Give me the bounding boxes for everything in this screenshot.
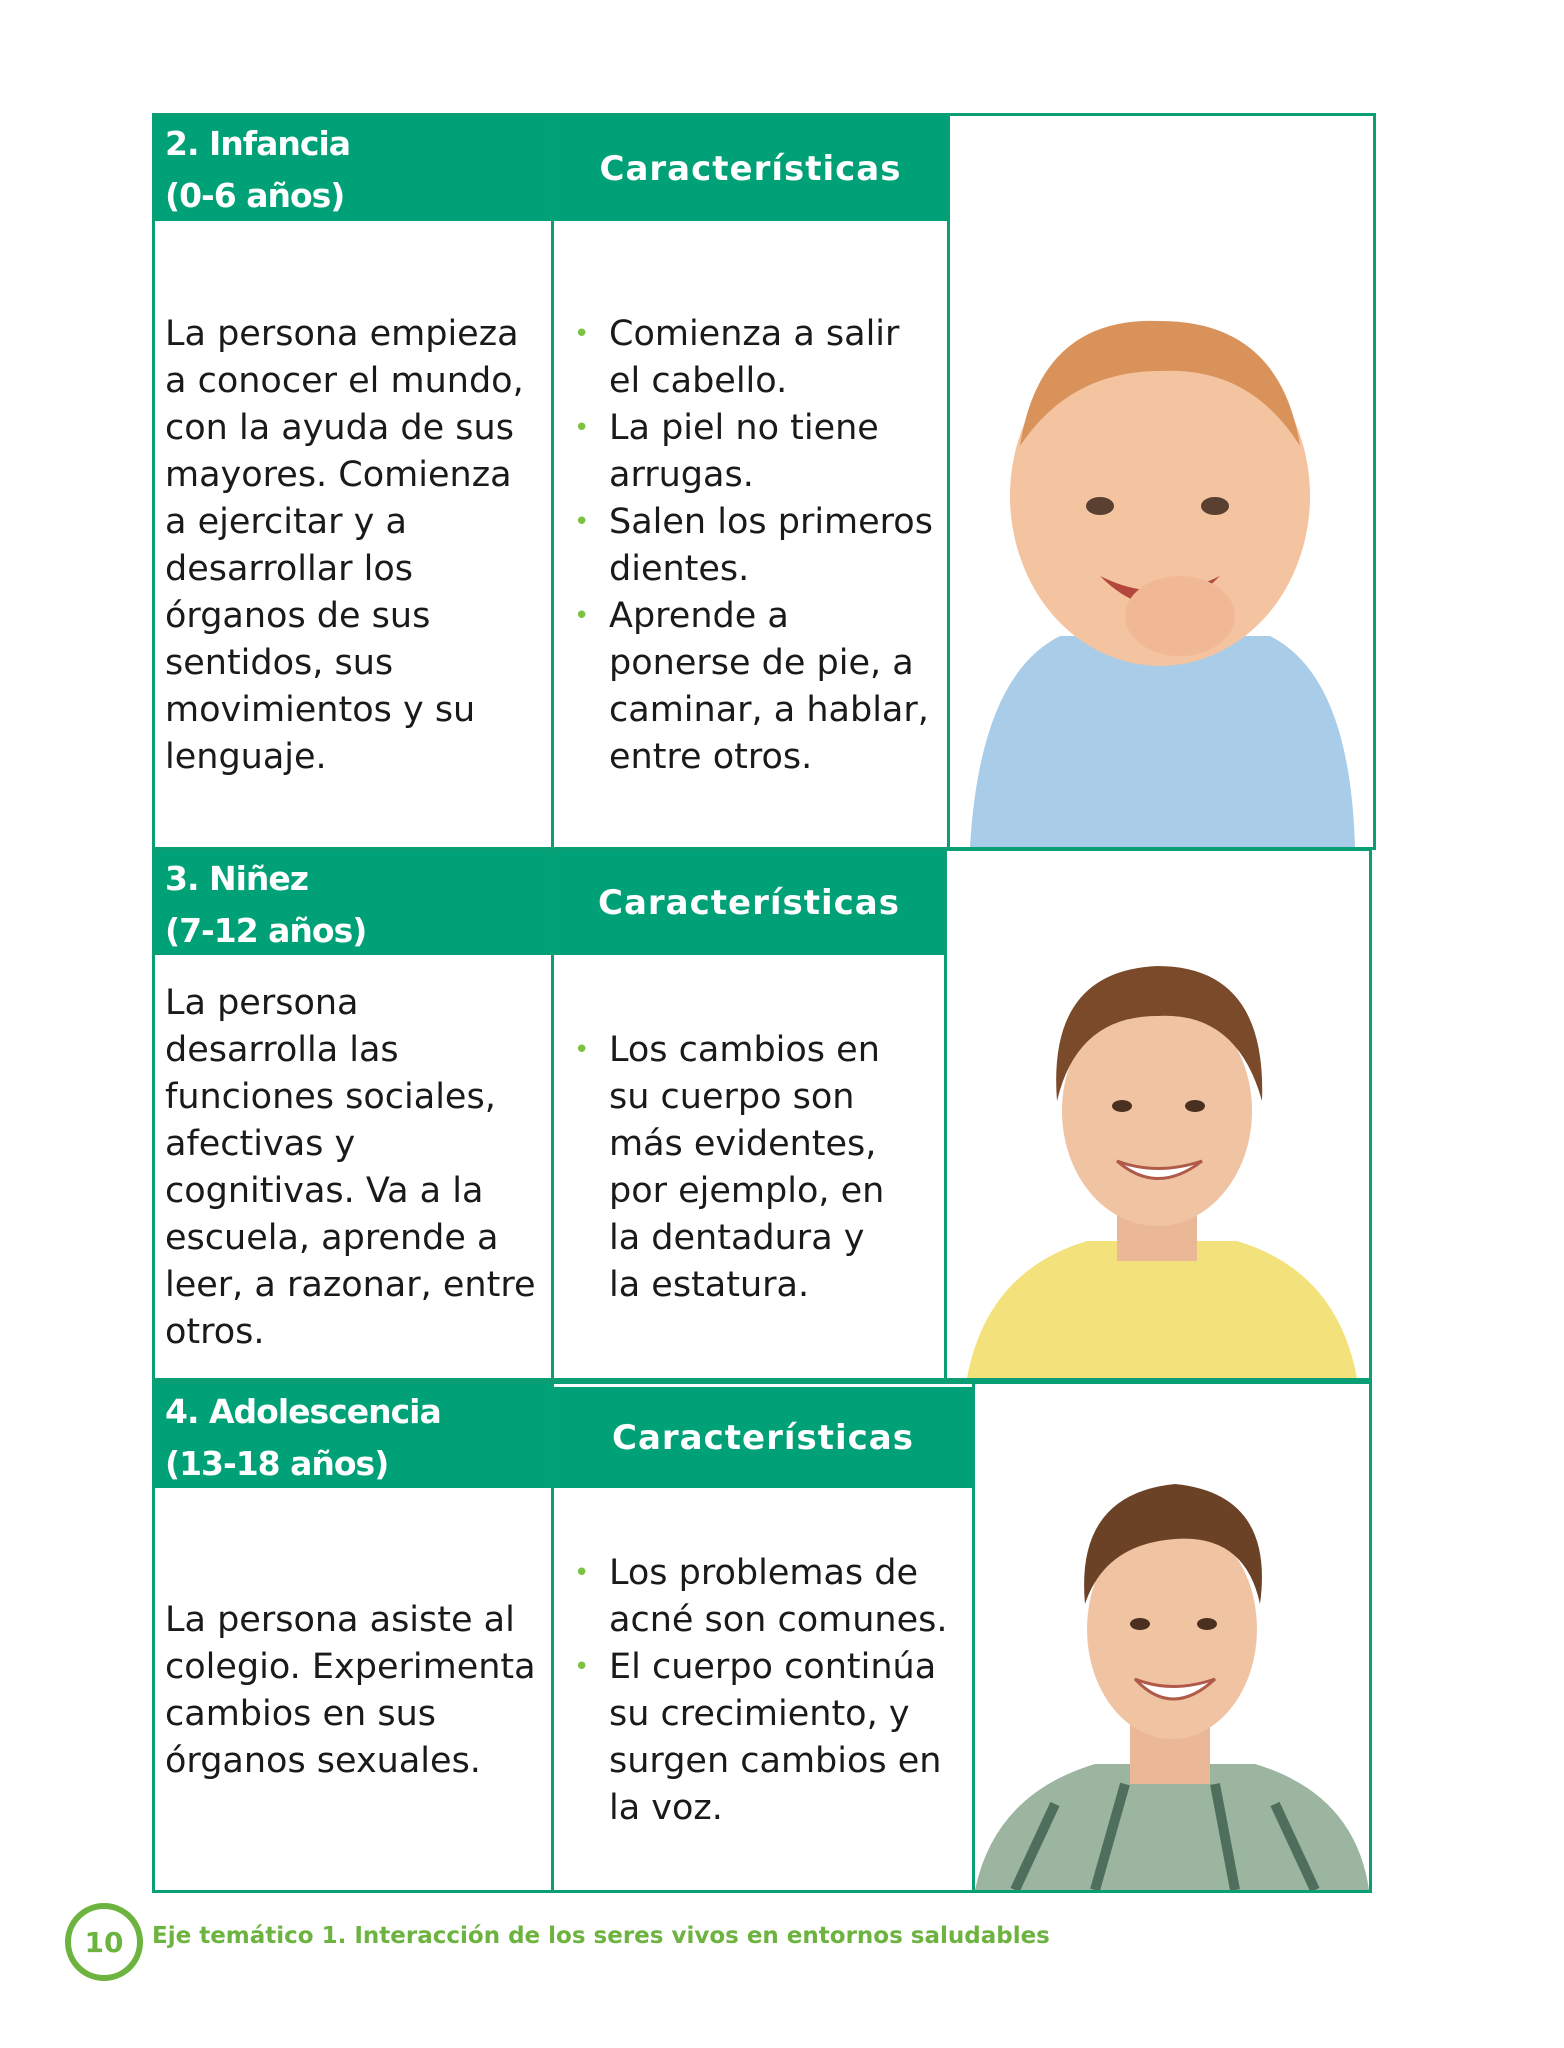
stage-name: 3. Niñez: [165, 859, 308, 898]
bullet-icon: •: [574, 412, 590, 443]
list-item: • Aprende a ponerse de pie, a caminar, a hablar, entre otros.: [609, 593, 937, 781]
page-number-badge: [65, 1903, 143, 1981]
child-photo: [947, 851, 1369, 1378]
characteristics-list: [554, 1488, 972, 1893]
description-text: La persona empieza a conocer el mundo, con la ayuda de sus mayores. Comienza a ejercitar y a desarrollar los órganos de sus sentidos, sus movimientos y su lenguaje.: [165, 313, 524, 777]
list-item: • La piel no tiene arrugas.: [609, 405, 937, 499]
section-adolescencia: [152, 1381, 1372, 1893]
stage-description: [155, 955, 551, 1381]
stage-name: 2. Infancia: [165, 124, 351, 163]
description-text: La persona asiste al colegio. Experimenta cambios en sus órganos sexuales.: [165, 1599, 536, 1781]
section-infancia: [152, 113, 1376, 850]
list-item: • Comienza a salir el cabello.: [609, 311, 937, 405]
stage-age: (13-18 años): [165, 1444, 389, 1483]
characteristics-header: Características: [554, 851, 944, 955]
list-item: • El cuerpo continúa su crecimiento, y surgen cambios en la voz.: [609, 1644, 962, 1832]
stage-title: [155, 1384, 551, 1488]
page-number: 10: [84, 1925, 124, 1959]
section-ninez: [152, 848, 1372, 1381]
bullet-icon: •: [574, 1035, 590, 1065]
stage-name: 4. Adolescencia: [165, 1392, 441, 1431]
teen-photo: [975, 1384, 1369, 1890]
stage-description: [155, 221, 551, 850]
bullet-icon: •: [574, 600, 590, 631]
stage-title: [155, 116, 551, 221]
stage-age: (0-6 años): [165, 176, 345, 215]
footer-caption: Eje temático 1. Interacción de los seres vivos en entornos saludables: [152, 1923, 1050, 1949]
baby-photo: [950, 116, 1373, 847]
stage-age: (7-12 años): [165, 911, 367, 950]
list-item: • Salen los primeros dientes.: [609, 499, 937, 593]
stage-description: [155, 1488, 551, 1893]
characteristics-header: Características: [554, 116, 947, 221]
characteristics-list: [554, 221, 947, 850]
list-item: • Los cambios en su cuerpo son más evidentes, por ejemplo, en la dentadura y la estatura.: [609, 1027, 894, 1309]
description-text: La persona desarrolla las funciones sociales, afectivas y cognitivas. Va a la escuela, aprende a leer, a razonar, entre otros.: [165, 983, 536, 1352]
bullet-icon: •: [574, 1557, 590, 1588]
bullet-icon: •: [574, 318, 590, 349]
characteristics-header: Características: [554, 1387, 972, 1488]
characteristics-list: [554, 955, 944, 1381]
list-item: • Los problemas de acné son comunes.: [609, 1550, 962, 1644]
stage-title: [155, 851, 551, 955]
bullet-icon: •: [574, 1651, 590, 1682]
bullet-icon: •: [574, 506, 590, 537]
